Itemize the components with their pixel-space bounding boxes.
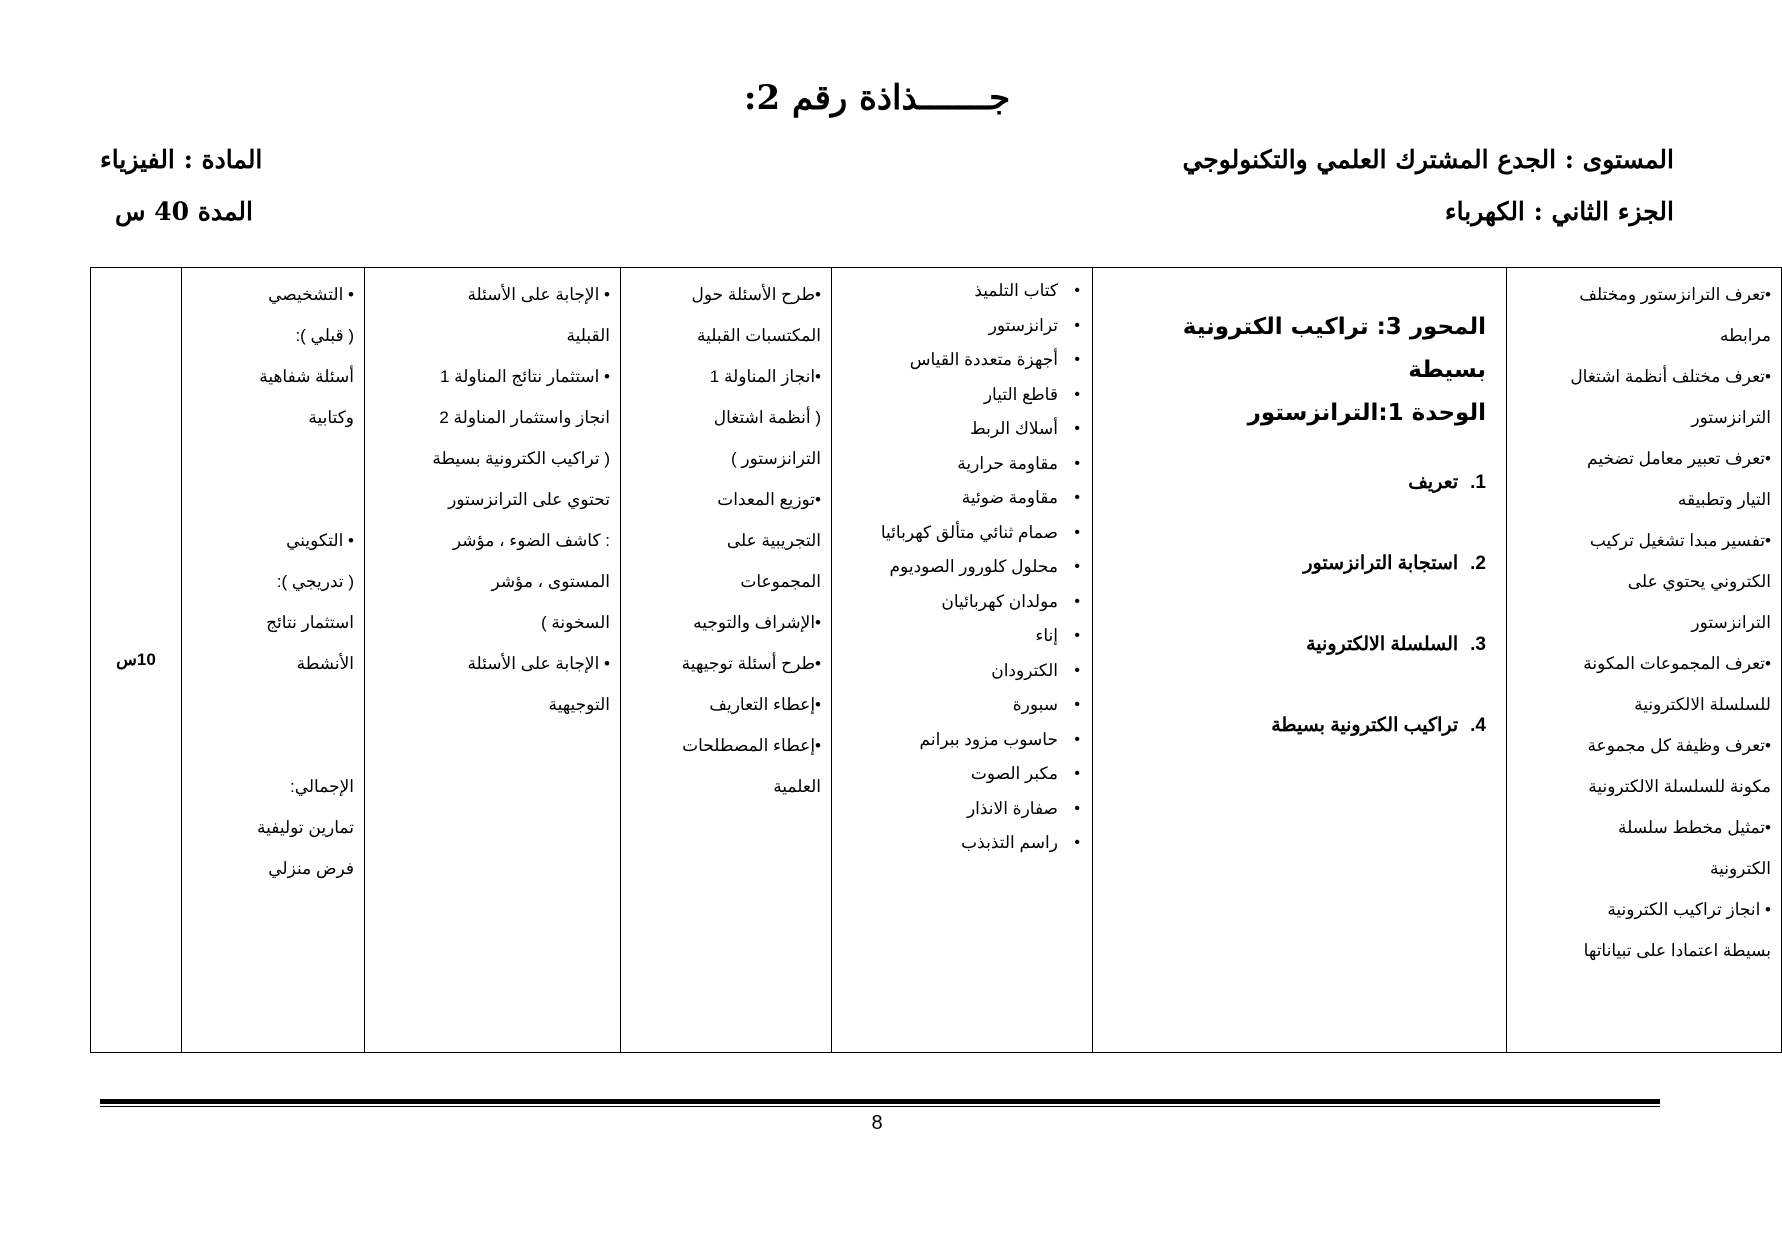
page-title: جـــــــذاذة رقم 2: xyxy=(743,78,1011,118)
list-item: • أجهزة متعددة القياس xyxy=(846,343,1082,378)
tools-cell xyxy=(832,268,1093,1053)
list-item: • صفارة الانذار xyxy=(846,792,1082,827)
teacher-activity-cell xyxy=(621,268,832,1053)
time-cell: 10س xyxy=(91,268,182,1053)
list-item: • انجاز تراكيب الكترونية xyxy=(1607,900,1771,919)
goals-cell xyxy=(1507,268,1782,1053)
list-item: وكتابية xyxy=(308,408,354,427)
list-item: • مكبر الصوت xyxy=(846,757,1082,792)
list-item: • الكترودان xyxy=(846,654,1082,689)
subject-label: المادة : الفيزياء xyxy=(100,145,263,174)
list-item: •تعرف تعبير معامل تضخيم xyxy=(1587,449,1771,468)
list-item: فرض منزلي xyxy=(268,859,354,878)
lesson-plan-table xyxy=(90,267,1782,1053)
list-item: • أسلاك الربط xyxy=(846,412,1082,447)
section-item: 1.تعريف xyxy=(1408,472,1486,493)
list-item: •تعرف الترانزستور ومختلف xyxy=(1579,285,1771,304)
list-item: العلمية xyxy=(773,777,821,796)
list-item: • الإجابة على الأسئلة xyxy=(467,285,610,304)
list-item: •تفسير مبدا تشغيل تركيب xyxy=(1589,531,1771,550)
list-item: • مقاومة حرارية xyxy=(846,447,1082,482)
list-item: ( قبلي ): xyxy=(295,326,354,345)
page-number: 8 xyxy=(871,1112,883,1134)
goals-list xyxy=(1517,274,1771,971)
list-item: •تمثيل مخطط سلسلة xyxy=(1617,818,1771,837)
list-item: : كاشف الضوء ، مؤشر xyxy=(452,531,610,550)
list-item: للسلسلة الالكترونية xyxy=(1634,695,1771,714)
section-item: 4.تراكيب الكترونية بسيطة xyxy=(1271,715,1486,736)
list-item: • ترانزستور xyxy=(846,309,1082,344)
list-item: تحتوي على الترانزستور xyxy=(448,490,610,509)
list-item: •الإشراف والتوجيه xyxy=(693,613,821,632)
list-item: ( تراكيب الكترونية بسيطة xyxy=(432,449,610,468)
list-item: الترانزستور xyxy=(1691,408,1771,427)
list-item: • صمام ثنائي متألق كهربائيا xyxy=(846,516,1082,551)
list-item: • الإجابة على الأسئلة xyxy=(467,654,610,673)
learner-activity-cell xyxy=(365,268,621,1053)
level-label: المستوى : الجدع المشترك العلمي والتكنولوجي xyxy=(1182,145,1674,174)
list-item: ( تدريجي ): xyxy=(276,572,354,591)
list-item: بسيطة اعتمادا على تبياناتها xyxy=(1583,941,1771,960)
list-item: استثمار نتائج xyxy=(266,613,354,632)
axis-title: المحور 3: تراكيب الكترونية بسيطة xyxy=(1182,314,1486,383)
list-item: مرابطه xyxy=(1720,326,1771,345)
list-item: • مولدان كهربائيان xyxy=(846,585,1082,620)
evaluation-cell xyxy=(182,268,365,1053)
list-item: •تعرف المجموعات المكونة xyxy=(1583,654,1771,673)
duration-label: المدة 40 س xyxy=(115,197,253,226)
list-item: الكتروني يحتوي على xyxy=(1627,572,1771,591)
list-item: • استثمار نتائج المناولة 1 xyxy=(439,367,610,386)
list-item: •توزيع المعدات xyxy=(717,490,821,509)
part-label: الجزء الثاني : الكهرباء xyxy=(1444,197,1674,226)
list-item: • سبورة xyxy=(846,688,1082,723)
list-item: الإجمالي: xyxy=(289,777,354,796)
list-item: انجاز واستثمار المناولة 2 xyxy=(439,408,610,427)
list-item: الكترونية xyxy=(1710,859,1771,878)
list-item: • مقاومة ضوئية xyxy=(846,481,1082,516)
list-item: السخونة ) xyxy=(540,613,610,632)
list-item: • التكويني xyxy=(286,531,354,550)
list-item: • إناء xyxy=(846,619,1082,654)
tools-list xyxy=(846,274,1082,861)
content-cell xyxy=(1093,268,1507,1053)
section-item: 2.استجابة الترانزستور xyxy=(1303,553,1486,574)
list-item: أسئلة شفاهية xyxy=(259,367,354,386)
list-item: •انجاز المناولة 1 xyxy=(709,367,821,386)
list-item: • التشخيصي xyxy=(268,285,354,304)
list-item: الترانزستور ) xyxy=(731,449,821,468)
spacer xyxy=(192,438,354,520)
list-item: الأنشطة xyxy=(296,654,354,673)
list-item: • قاطع التيار xyxy=(846,378,1082,413)
list-item: التوجيهية xyxy=(548,695,610,714)
list-item: • راسم التذبذب xyxy=(846,826,1082,861)
list-item: تمارين توليفية xyxy=(256,818,354,837)
list-item: مكونة للسلسلة الالكترونية xyxy=(1588,777,1771,796)
list-item: •إعطاء المصطلحات xyxy=(682,736,821,755)
table-row xyxy=(91,268,1782,1053)
list-item: المكتسبات القبلية xyxy=(697,326,821,345)
list-item: المجموعات xyxy=(740,572,821,591)
list-item: •طرح أسئلة توجيهية xyxy=(681,654,821,673)
list-item: •إعطاء التعاريف xyxy=(709,695,821,714)
list-item: •تعرف مختلف أنظمة اشتغال xyxy=(1570,367,1771,386)
list-item: الترانزستور xyxy=(1691,613,1771,632)
footer-rule xyxy=(100,1099,1660,1104)
list-item: التجريبية على xyxy=(726,531,821,550)
list-item: القبلية xyxy=(566,326,610,345)
list-item: •تعرف وظيفة كل مجموعة xyxy=(1587,736,1771,755)
list-item: •طرح الأسئلة حول xyxy=(691,285,821,304)
spacer xyxy=(192,684,354,766)
section-item: 3.السلسلة الالكترونية xyxy=(1306,634,1486,655)
list-item: التيار وتطبيقه xyxy=(1677,490,1771,509)
list-item: • كتاب التلميذ xyxy=(846,274,1082,309)
list-item: ( أنظمة اشتغال xyxy=(713,408,821,427)
list-item: • حاسوب مزود ببرانم xyxy=(846,723,1082,758)
list-item: المستوى ، مؤشر xyxy=(491,572,610,591)
footer-rule-thin xyxy=(100,1106,1660,1107)
list-item: • محلول كلورور الصوديوم xyxy=(846,550,1082,585)
unit-title: الوحدة 1:الترانزستور xyxy=(1247,400,1486,426)
